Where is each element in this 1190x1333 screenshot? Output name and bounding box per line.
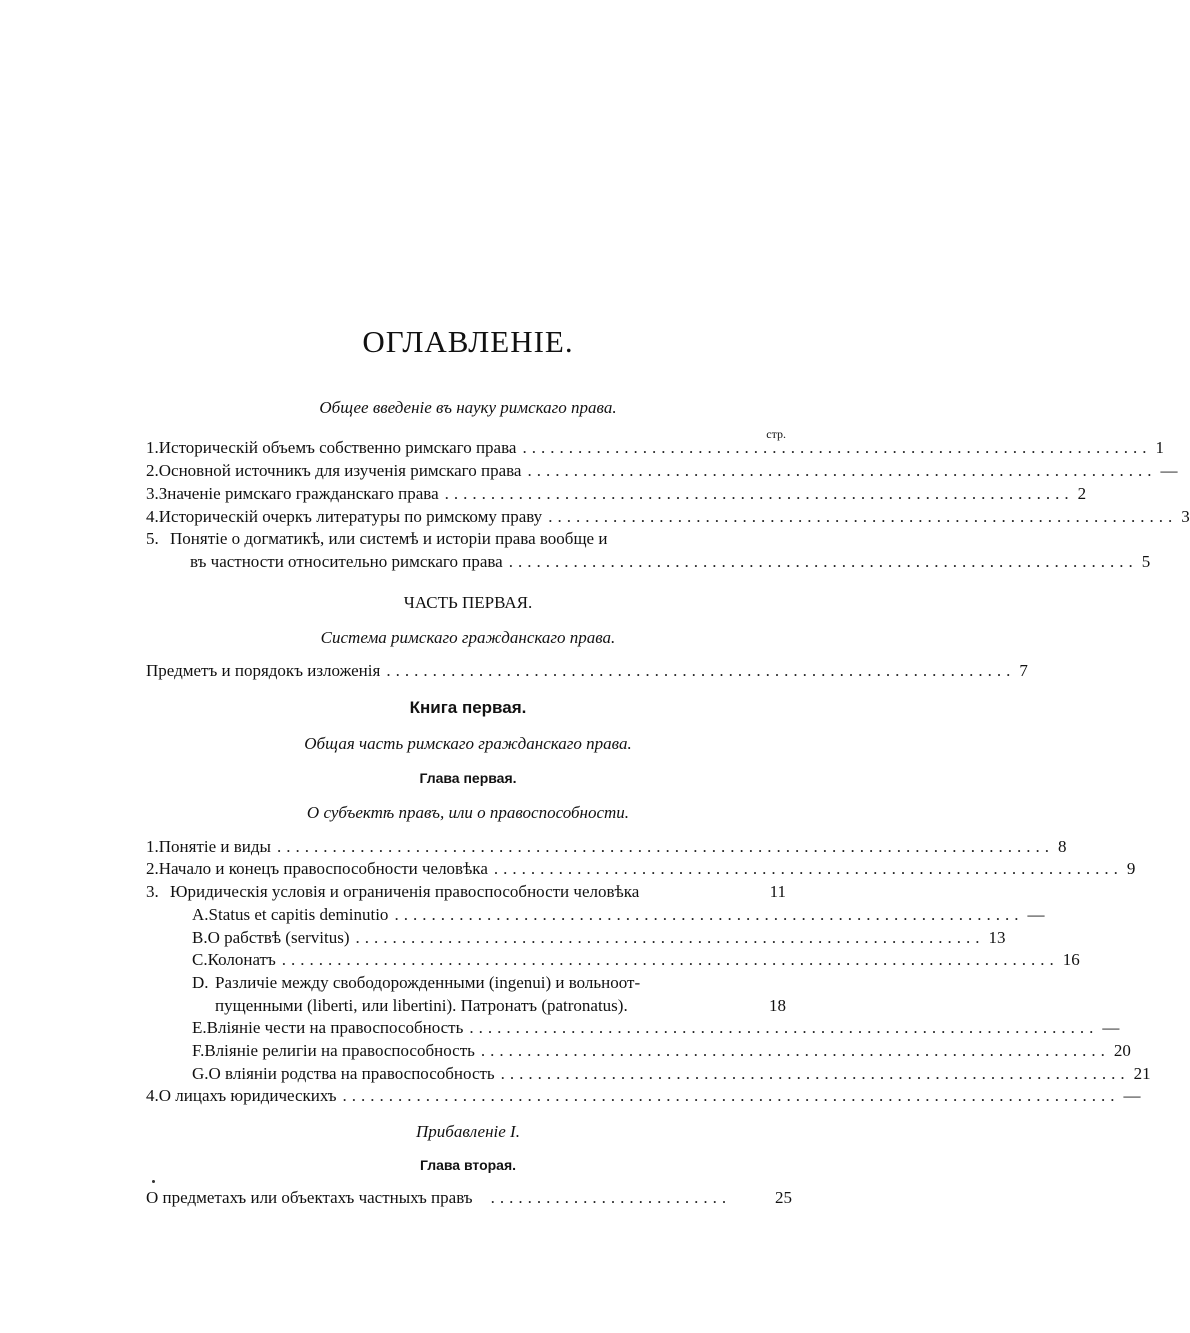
toc-subentry[interactable]: C. Колонатъ .................................................................................... 16 xyxy=(192,950,1080,969)
toc-entry[interactable]: 3. Значеніе римскаго гражданскаго права .................................................................... 2 xyxy=(146,484,1087,503)
leader-dots: .................................................................... xyxy=(493,859,1123,878)
toc-subentry[interactable]: F. Вліяніе религіи на правоспособность .................................................................... 20 xyxy=(192,1041,1131,1060)
page-number: 1 xyxy=(1155,438,1164,457)
book-heading: Книга первая. xyxy=(409,698,527,717)
toc-entry[interactable]: О предметахъ или объектахъ частныхъ правъ .......................... 25 xyxy=(146,1188,792,1207)
page-title: ОГЛАВЛЕНІЕ. xyxy=(362,324,574,359)
toc-subentry[interactable]: G. О вліяніи родства на правоспособность .................................................................... 21 xyxy=(192,1064,1151,1083)
toc-subentry[interactable]: E. Вліяніе чести на правоспособность .................................................................... — xyxy=(192,1018,1120,1037)
leader-dots: .................................................................... xyxy=(355,928,985,947)
page-number: 18 xyxy=(769,996,786,1015)
page-number: 25 xyxy=(775,1188,792,1207)
toc-entry[interactable]: 2. Начало и конецъ правоспособности человѣка .................................................................... 9 xyxy=(146,859,1136,878)
leader-dots: .................................................................... xyxy=(500,1064,1130,1083)
toc-entry[interactable]: 2. Основной источникъ для изученія римскаго права .................................................................... — xyxy=(146,461,1178,480)
leader-dots: .................................................................... xyxy=(480,1041,1110,1060)
toc-entry-line1[interactable]: 5. Понятіе о догматикѣ, или системѣ и исторіи права вообще и xyxy=(146,529,608,548)
chapter-subheading: О субъектѣ правъ, или о правоспособности. xyxy=(306,803,630,822)
part-heading: ЧАСТЬ ПЕРВАЯ. xyxy=(403,593,533,612)
page-number: — xyxy=(1160,461,1178,480)
leader-dots: .................................................................... xyxy=(469,1018,1099,1037)
toc-entry[interactable]: 4. О лицахъ юридическихъ .................................................................................... — xyxy=(146,1086,1141,1105)
leader-dots: .................................................................... xyxy=(508,552,1138,571)
page-number: 3 xyxy=(1181,507,1190,526)
page-number: 2 xyxy=(1077,484,1087,503)
toc-entry[interactable]: 1. Понятіе и виды .................................................................................... 8 xyxy=(146,837,1067,856)
page-number: 9 xyxy=(1126,859,1136,878)
chapter-heading: Глава первая. xyxy=(419,770,517,786)
leader-dots: .................................................................... xyxy=(522,438,1152,457)
page-number: 5 xyxy=(1141,552,1151,571)
leader-dots: .................................................................................... xyxy=(342,1086,1120,1105)
book-subheading: Общая часть римскаго гражданскаго права. xyxy=(304,734,632,753)
leader-dots: .................................................................................... xyxy=(281,950,1059,969)
chapter-heading: Глава вторая. xyxy=(419,1157,517,1173)
toc-entry[interactable]: въ частности относительно римскаго права .................................................................... 5 xyxy=(190,552,1151,571)
part-subheading: Система римскаго гражданскаго права. xyxy=(320,628,616,647)
leader-dots: .................................................................... xyxy=(548,507,1178,526)
toc-entry[interactable]: Предметъ и порядокъ изложенія .................................................................... 7 xyxy=(146,661,1028,680)
page-number: 11 xyxy=(769,882,786,901)
appendix-heading: Прибавленіе I. xyxy=(416,1122,520,1141)
intro-heading: Общее введеніе въ науку римскаго права. xyxy=(319,398,617,417)
leader-dots: .................................................................................... xyxy=(276,837,1054,856)
page-number: 16 xyxy=(1062,950,1080,969)
leader-dots: .......................... xyxy=(490,1188,732,1207)
page-number: — xyxy=(1102,1018,1120,1037)
toc-subentry[interactable]: пущенными (liberti, или libertini). Патронатъ (patronatus). 18 xyxy=(215,996,786,1015)
toc-subentry[interactable]: B. О рабствѣ (servitus) .................................................................... 13 xyxy=(192,928,1006,947)
page-number: 7 xyxy=(1019,661,1028,680)
page-number: — xyxy=(1027,905,1045,924)
page-number: 13 xyxy=(988,928,1006,947)
toc-entry[interactable]: 3. Юридическія условія и ограниченія правоспособности человѣка 11 xyxy=(146,882,786,901)
page-number: 20 xyxy=(1113,1041,1131,1060)
toc-entry[interactable]: 1. Историческій объемъ собственно римскаго права .................................................................... 1 xyxy=(146,438,1164,457)
page-column-label: стр. xyxy=(766,427,786,441)
leader-dots: .................................................................... xyxy=(386,661,1016,680)
toc-subentry-line1[interactable]: D. Различіе между свободорожденными (ingenui) и вольноот- xyxy=(192,973,641,992)
page-number: 21 xyxy=(1133,1064,1151,1083)
leader-dots: .................................................................... xyxy=(444,484,1074,503)
stray-mark xyxy=(152,1180,155,1183)
toc-entry[interactable]: 4. Историческій очеркъ литературы по римскому праву .................................................................... 3 xyxy=(146,507,1190,526)
leader-dots: .................................................................... xyxy=(527,461,1157,480)
leader-dots: .................................................................... xyxy=(394,905,1024,924)
toc-subentry[interactable]: A. Status et capitis deminutio .................................................................... — xyxy=(192,905,1045,924)
page-number: — xyxy=(1123,1086,1141,1105)
page-number: 8 xyxy=(1057,837,1067,856)
